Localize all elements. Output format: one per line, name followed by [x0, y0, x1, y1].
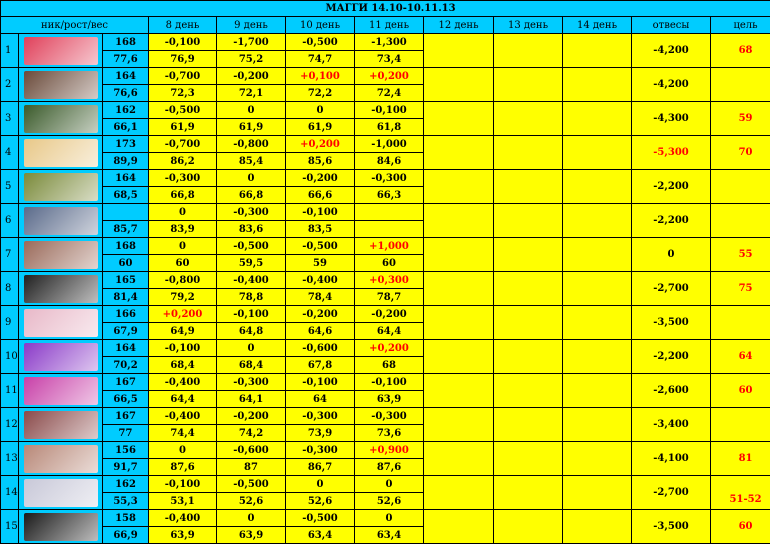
day-change: -0,100	[149, 340, 217, 357]
height-value: 164	[103, 68, 149, 85]
day-weight: 63,9	[355, 391, 424, 408]
loss-total: -3,500	[632, 306, 711, 340]
day-13-cell	[494, 68, 563, 102]
day-13-cell	[494, 510, 563, 544]
row-number: 6	[1, 204, 19, 238]
day-change: -0,100	[355, 102, 424, 119]
day-change: -0,100	[286, 204, 355, 221]
day-14-cell	[563, 170, 632, 204]
goal-value	[711, 68, 770, 102]
goal-value	[711, 306, 770, 340]
day-12-cell	[424, 204, 494, 238]
height-value: 162	[103, 102, 149, 119]
day-change: -0,700	[149, 68, 217, 85]
day-weight: 63,4	[286, 527, 355, 544]
day-change: -0,300	[355, 408, 424, 425]
table-row	[1, 102, 770, 119]
goal-value: 59	[711, 102, 770, 136]
day-12-cell	[424, 238, 494, 272]
avatar	[19, 476, 103, 510]
day-change: -0,500	[217, 476, 286, 493]
day-change: -0,400	[286, 272, 355, 289]
header-day-13: 13 день	[494, 17, 563, 34]
height-value: 165	[103, 272, 149, 289]
day-change: -0,500	[286, 238, 355, 255]
day-change: 0	[149, 238, 217, 255]
day-12-cell	[424, 340, 494, 374]
day-13-cell	[494, 272, 563, 306]
weight-value: 76,6	[103, 85, 149, 102]
day-weight: 52,6	[355, 493, 424, 510]
header-goal: цель	[711, 17, 770, 34]
day-change: +1,000	[355, 238, 424, 255]
row-number: 1	[1, 34, 19, 68]
day-weight: 87	[217, 459, 286, 476]
day-change: -0,100	[149, 34, 217, 51]
header-day-12: 12 день	[424, 17, 494, 34]
loss-total: -4,300	[632, 102, 711, 136]
loss-total: -2,200	[632, 340, 711, 374]
day-change: 0	[217, 102, 286, 119]
day-weight: 53,1	[149, 493, 217, 510]
day-13-cell	[494, 102, 563, 136]
avatar	[19, 306, 103, 340]
day-change: +0,900	[355, 442, 424, 459]
day-weight: 64,4	[355, 323, 424, 340]
day-12-cell	[424, 136, 494, 170]
day-change: -0,500	[286, 34, 355, 51]
day-14-cell	[563, 306, 632, 340]
day-weight: 76,9	[149, 51, 217, 68]
row-number: 14	[1, 476, 19, 510]
table-row	[1, 408, 770, 425]
weight-value: 66,9	[103, 527, 149, 544]
day-14-cell	[563, 238, 632, 272]
day-change: -0,100	[149, 476, 217, 493]
avatar	[19, 408, 103, 442]
day-weight: 87,6	[355, 459, 424, 476]
day-weight: 74,4	[149, 425, 217, 442]
weight-value: 77	[103, 425, 149, 442]
goal-value: 75	[711, 272, 770, 306]
weight-value: 55,3	[103, 493, 149, 510]
day-change: -0,200	[217, 68, 286, 85]
day-13-cell	[494, 238, 563, 272]
header-day-11: 11 день	[355, 17, 424, 34]
row-number: 12	[1, 408, 19, 442]
day-13-cell	[494, 408, 563, 442]
day-change: -1,000	[355, 136, 424, 153]
row-number: 10	[1, 340, 19, 374]
day-change: -1,300	[355, 34, 424, 51]
row-number: 2	[1, 68, 19, 102]
header-day-8: 8 день	[149, 17, 217, 34]
table-title: МАГГИ 14.10-10.11.13	[1, 1, 770, 17]
row-number: 11	[1, 374, 19, 408]
day-weight: 72,2	[286, 85, 355, 102]
day-weight: 72,3	[149, 85, 217, 102]
day-12-cell	[424, 272, 494, 306]
day-change: -0,400	[149, 408, 217, 425]
table-row	[1, 170, 770, 187]
day-13-cell	[494, 204, 563, 238]
avatar	[19, 204, 103, 238]
day-weight: 74,2	[217, 425, 286, 442]
goal-value: 81	[711, 442, 770, 476]
height-value: 167	[103, 408, 149, 425]
weight-value: 66,1	[103, 119, 149, 136]
height-value: 164	[103, 170, 149, 187]
day-13-cell	[494, 374, 563, 408]
day-weight: 66,3	[355, 187, 424, 204]
day-weight: 52,6	[286, 493, 355, 510]
day-weight: 61,8	[355, 119, 424, 136]
day-weight: 68	[355, 357, 424, 374]
day-14-cell	[563, 442, 632, 476]
day-weight: 64	[286, 391, 355, 408]
row-number: 8	[1, 272, 19, 306]
day-weight: 68,4	[149, 357, 217, 374]
loss-total: -4,100	[632, 442, 711, 476]
day-weight: 63,9	[217, 527, 286, 544]
row-number: 7	[1, 238, 19, 272]
day-weight: 61,9	[217, 119, 286, 136]
height-value: 166	[103, 306, 149, 323]
table-row	[1, 68, 770, 85]
avatar	[19, 34, 103, 68]
weight-value: 60	[103, 255, 149, 272]
day-change: -0,100	[217, 306, 286, 323]
day-change: -0,500	[149, 102, 217, 119]
day-weight: 61,9	[149, 119, 217, 136]
table-row	[1, 204, 770, 221]
day-14-cell	[563, 374, 632, 408]
header-name: ник/рост/вес	[1, 17, 149, 34]
day-change: +0,200	[355, 340, 424, 357]
day-weight: 86,7	[286, 459, 355, 476]
day-weight: 83,6	[217, 221, 286, 238]
weight-value: 67,9	[103, 323, 149, 340]
goal-value: 68	[711, 34, 770, 68]
table-row	[1, 238, 770, 255]
avatar	[19, 238, 103, 272]
day-change: -0,700	[149, 136, 217, 153]
day-13-cell	[494, 442, 563, 476]
day-change: 0	[286, 102, 355, 119]
day-change: -0,400	[217, 272, 286, 289]
day-change	[355, 204, 424, 221]
day-weight: 66,8	[149, 187, 217, 204]
day-change: -0,500	[217, 238, 286, 255]
loss-total: 0	[632, 238, 711, 272]
day-weight: 78,8	[217, 289, 286, 306]
day-weight: 83,9	[149, 221, 217, 238]
height-value: 168	[103, 238, 149, 255]
day-change: 0	[355, 510, 424, 527]
day-weight: 63,9	[149, 527, 217, 544]
goal-value: 55	[711, 238, 770, 272]
day-change: -0,200	[286, 170, 355, 187]
day-change: 0	[217, 170, 286, 187]
day-weight: 73,4	[355, 51, 424, 68]
row-number: 3	[1, 102, 19, 136]
day-weight: 84,6	[355, 153, 424, 170]
day-weight: 85,6	[286, 153, 355, 170]
day-13-cell	[494, 306, 563, 340]
day-12-cell	[424, 102, 494, 136]
avatar	[19, 442, 103, 476]
day-change: +0,200	[355, 68, 424, 85]
day-12-cell	[424, 510, 494, 544]
height-value: 156	[103, 442, 149, 459]
day-change: 0	[149, 442, 217, 459]
day-weight: 68,4	[217, 357, 286, 374]
table-row	[1, 476, 770, 493]
day-weight: 72,1	[217, 85, 286, 102]
weight-value: 70,2	[103, 357, 149, 374]
table-row	[1, 510, 770, 527]
day-13-cell	[494, 476, 563, 510]
header-day-14: 14 день	[563, 17, 632, 34]
loss-total: -2,600	[632, 374, 711, 408]
day-14-cell	[563, 476, 632, 510]
day-14-cell	[563, 136, 632, 170]
row-number: 13	[1, 442, 19, 476]
table-row	[1, 442, 770, 459]
day-weight: 73,9	[286, 425, 355, 442]
avatar	[19, 374, 103, 408]
avatar	[19, 510, 103, 544]
goal-value: 64	[711, 340, 770, 374]
day-14-cell	[563, 68, 632, 102]
day-change: -0,400	[149, 510, 217, 527]
day-change: 0	[355, 476, 424, 493]
height-value: 164	[103, 340, 149, 357]
day-change: -0,500	[286, 510, 355, 527]
height-value	[103, 204, 149, 221]
day-12-cell	[424, 34, 494, 68]
avatar	[19, 272, 103, 306]
row-number: 4	[1, 136, 19, 170]
day-change: +0,100	[286, 68, 355, 85]
day-weight: 87,6	[149, 459, 217, 476]
table-row	[1, 306, 770, 323]
weight-value: 85,7	[103, 221, 149, 238]
day-change: +0,200	[149, 306, 217, 323]
day-change: 0	[217, 340, 286, 357]
avatar	[19, 136, 103, 170]
day-weight: 66,8	[217, 187, 286, 204]
day-12-cell	[424, 408, 494, 442]
loss-total: -2,200	[632, 204, 711, 238]
day-change: +0,300	[355, 272, 424, 289]
day-12-cell	[424, 170, 494, 204]
height-value: 167	[103, 374, 149, 391]
row-number: 5	[1, 170, 19, 204]
day-12-cell	[424, 442, 494, 476]
day-weight: 64,8	[217, 323, 286, 340]
day-weight: 73,6	[355, 425, 424, 442]
goal-value	[711, 204, 770, 238]
loss-total: -2,700	[632, 476, 711, 510]
day-weight: 61,9	[286, 119, 355, 136]
day-weight: 78,7	[355, 289, 424, 306]
avatar	[19, 102, 103, 136]
weight-value: 91,7	[103, 459, 149, 476]
day-weight: 63,4	[355, 527, 424, 544]
header-day-10: 10 день	[286, 17, 355, 34]
day-change: -0,300	[217, 204, 286, 221]
day-weight: 64,1	[217, 391, 286, 408]
day-change: -0,200	[355, 306, 424, 323]
day-change: -0,400	[149, 374, 217, 391]
day-weight: 64,4	[149, 391, 217, 408]
day-change: 0	[149, 204, 217, 221]
day-change: -0,600	[286, 340, 355, 357]
avatar	[19, 340, 103, 374]
goal-value: 60	[711, 510, 770, 544]
goal-value: 60	[711, 374, 770, 408]
day-weight: 74,7	[286, 51, 355, 68]
day-12-cell	[424, 476, 494, 510]
day-change: -0,300	[286, 408, 355, 425]
height-value: 168	[103, 34, 149, 51]
day-change: 0	[217, 510, 286, 527]
header-loss: отвесы	[632, 17, 711, 34]
table-row	[1, 34, 770, 51]
day-weight: 83,5	[286, 221, 355, 238]
day-change: -0,800	[217, 136, 286, 153]
avatar	[19, 68, 103, 102]
day-14-cell	[563, 204, 632, 238]
height-value: 173	[103, 136, 149, 153]
goal-value: 51-52	[711, 476, 770, 510]
day-14-cell	[563, 340, 632, 374]
loss-total: -3,400	[632, 408, 711, 442]
day-change: -0,300	[355, 170, 424, 187]
goal-value: 70	[711, 136, 770, 170]
day-12-cell	[424, 68, 494, 102]
weight-value: 89,9	[103, 153, 149, 170]
day-change: -0,300	[217, 374, 286, 391]
day-14-cell	[563, 102, 632, 136]
day-weight: 75,2	[217, 51, 286, 68]
day-12-cell	[424, 374, 494, 408]
day-weight: 59	[286, 255, 355, 272]
day-weight: 64,6	[286, 323, 355, 340]
day-14-cell	[563, 272, 632, 306]
day-weight: 60	[149, 255, 217, 272]
day-12-cell	[424, 306, 494, 340]
day-change: -0,600	[217, 442, 286, 459]
day-13-cell	[494, 136, 563, 170]
day-weight: 59,5	[217, 255, 286, 272]
loss-total: -4,200	[632, 34, 711, 68]
loss-total: -2,700	[632, 272, 711, 306]
weight-value: 77,6	[103, 51, 149, 68]
day-change: -0,300	[149, 170, 217, 187]
height-value: 158	[103, 510, 149, 527]
day-14-cell	[563, 408, 632, 442]
loss-total: -4,200	[632, 68, 711, 102]
row-number: 15	[1, 510, 19, 544]
table-row	[1, 272, 770, 289]
loss-total: -5,300	[632, 136, 711, 170]
weight-value: 68,5	[103, 187, 149, 204]
day-weight	[355, 221, 424, 238]
loss-total: -3,500	[632, 510, 711, 544]
day-13-cell	[494, 170, 563, 204]
day-weight: 85,4	[217, 153, 286, 170]
day-14-cell	[563, 34, 632, 68]
day-14-cell	[563, 510, 632, 544]
row-number: 9	[1, 306, 19, 340]
day-weight: 79,2	[149, 289, 217, 306]
day-13-cell	[494, 34, 563, 68]
day-weight: 78,4	[286, 289, 355, 306]
day-change: 0	[286, 476, 355, 493]
goal-value	[711, 408, 770, 442]
table-row	[1, 136, 770, 153]
day-weight: 72,4	[355, 85, 424, 102]
day-change: -1,700	[217, 34, 286, 51]
header-day-9: 9 день	[217, 17, 286, 34]
weight-value: 81,4	[103, 289, 149, 306]
day-change: -0,800	[149, 272, 217, 289]
day-weight: 52,6	[217, 493, 286, 510]
day-change: -0,100	[286, 374, 355, 391]
table-row	[1, 374, 770, 391]
day-weight: 60	[355, 255, 424, 272]
day-13-cell	[494, 340, 563, 374]
table-row	[1, 340, 770, 357]
loss-total: -2,200	[632, 170, 711, 204]
weight-value: 66,5	[103, 391, 149, 408]
height-value: 162	[103, 476, 149, 493]
day-weight: 86,2	[149, 153, 217, 170]
day-change: -0,100	[355, 374, 424, 391]
day-change: -0,200	[286, 306, 355, 323]
avatar	[19, 170, 103, 204]
day-change: -0,200	[217, 408, 286, 425]
day-weight: 66,6	[286, 187, 355, 204]
day-change: +0,200	[286, 136, 355, 153]
day-change: -0,300	[286, 442, 355, 459]
day-weight: 64,9	[149, 323, 217, 340]
goal-value	[711, 170, 770, 204]
day-weight: 67,8	[286, 357, 355, 374]
